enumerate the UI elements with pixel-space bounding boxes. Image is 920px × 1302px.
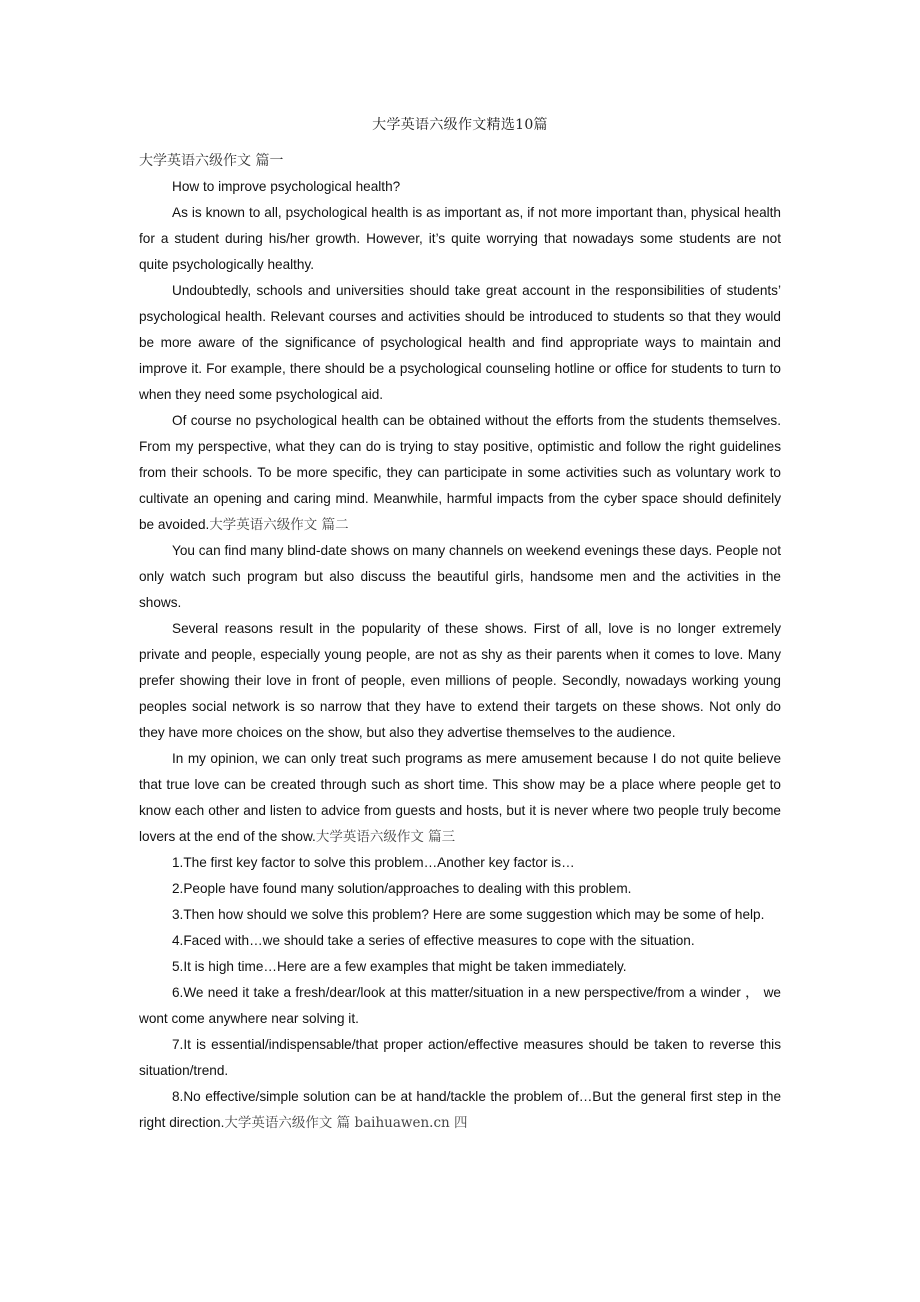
section-heading-4: 大学英语六级作文 篇 baihuawen.cn 四 <box>224 1115 468 1131</box>
paragraph: As is known to all, psychological health is as important as, if not more important than, physical health for a student during his/her growth. However, it’s quite worrying that nowadays some students are not quite psychologically healthy. <box>139 205 781 272</box>
section-heading-3: 大学英语六级作文 篇三 <box>315 829 456 845</box>
list-item: 2.People have found many solution/approaches to dealing with this problem. <box>172 881 632 896</box>
list-item: 7.It is essential/indispensable/that proper action/effective measures should be taken to reverse this situation/trend. <box>139 1037 781 1078</box>
document-page <box>139 112 781 1136</box>
paragraph: Undoubtedly, schools and universities should take great account in the responsibilities of students’ psychological health. Relevant courses and activities should be introduced to students so that they would be more aware of the significance of psychological health and find appropriate ways to maintain and improve it. For example, there should be a psychological counseling hotline or office for students to turn to when they need some psychological aid. <box>139 283 781 402</box>
paragraph: You can find many blind-date shows on many channels on weekend evenings these days. People not only watch such program but also discuss the beautiful girls, handsome men and the activities in the shows. <box>139 543 781 610</box>
list-item <box>139 1084 781 1136</box>
paragraph-text: 8.No effective/simple solution can be at hand/tackle the problem of…But the general first step in the right direction. <box>139 1089 781 1130</box>
paragraph: How to improve psychological health? <box>172 179 401 194</box>
list-item: 5.It is high time…Here are a few examples that might be taken immediately. <box>172 959 627 974</box>
paragraph: Several reasons result in the popularity of these shows. First of all, love is no longer extremely private and people, especially young people, are not as shy as their parents when it comes to love. Many prefer showing their love in front of people, even millions of people. Secondly, nowadays working young peoples social network is so narrow that they have to extend their targets on these shows. Not only do they have more choices on the show, but also they advertise themselves to the audience. <box>139 621 781 740</box>
list-item: 4.Faced with…we should take a series of effective measures to cope with the situation. <box>172 933 695 948</box>
list-item: 1.The first key factor to solve this problem…Another key factor is… <box>172 855 575 870</box>
paragraph-text: Of course no psychological health can be obtained without the efforts from the students themselves. From my perspective, what they can do is trying to stay positive, optimistic and follow the right guidelines from their schools. To be more specific, they can participate in some activities such as voluntary work to cultivate an opening and caring mind. Meanwhile, harmful impacts from the cyber space should definitely be avoided. <box>139 413 781 532</box>
section-heading-1: 大学英语六级作文 篇一 <box>139 153 284 169</box>
paragraph <box>139 746 781 850</box>
paragraph-text: In my opinion, we can only treat such programs as mere amusement because I do not quite believe that true love can be created through such as short time. This show may be a place where people get to know each other and listen to advice from guests and hosts, but it is never where two people truly become lovers at the end of the show. <box>139 751 781 844</box>
list-item: 6.We need it take a fresh/dear/look at this matter/situation in a new perspective/from a winder ， we wont come anywhere near solving it. <box>139 985 781 1026</box>
document-title: 大学英语六级作文精选10篇 <box>372 117 548 133</box>
paragraph <box>139 408 781 538</box>
list-item: 3.Then how should we solve this problem? Here are some suggestion which may be some of help. <box>172 907 765 922</box>
section-heading-2: 大学英语六级作文 篇二 <box>209 517 349 533</box>
